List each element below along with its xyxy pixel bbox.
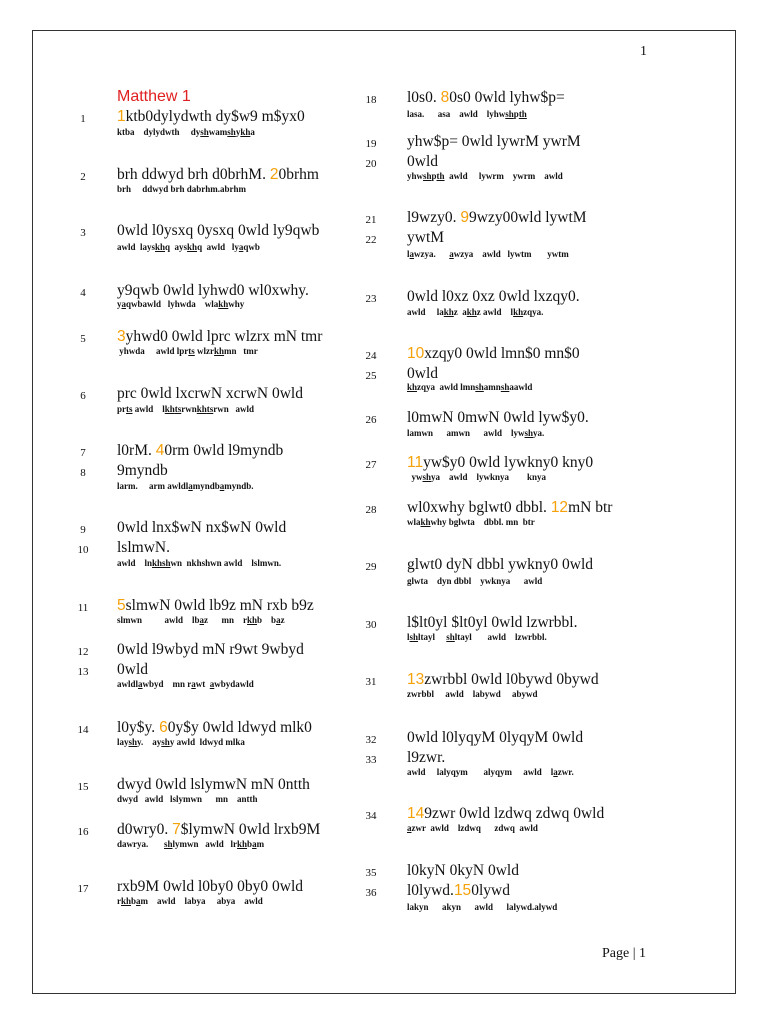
verse-line-text [117, 661, 148, 679]
verse-text-segment: l0rM. [117, 442, 156, 459]
verse-line-text [407, 409, 589, 427]
transliteration-segment: wbydawld [214, 679, 254, 689]
transliteration-segment: sh [164, 839, 173, 849]
transliteration-line [117, 184, 246, 194]
line-number: 34 [365, 810, 377, 822]
verse-line-text [117, 385, 303, 403]
transliteration-segment: zqya awld lmn [417, 382, 476, 392]
header-page-number: 1 [640, 44, 647, 59]
transliteration-segment: a [250, 127, 255, 137]
transliteration-segment: awld lywrm ywrm awld [444, 171, 563, 181]
verse-text-segment: l9zwr. [407, 749, 446, 766]
transliteration-segment: sh [409, 632, 419, 642]
transliteration-segment: myndb. [224, 481, 254, 491]
transliteration-segment: kh [513, 307, 524, 317]
transliteration-line [407, 428, 544, 438]
verse-line-text [407, 882, 510, 900]
verse-text-segment: slmwN 0wld lb9z mN rxb b9z [125, 597, 314, 614]
verse-text-segment: ktb0dylydwth dy$w9 m$yx0 [125, 108, 305, 125]
transliteration-line [407, 902, 557, 912]
chapter-title: Matthew 1 [117, 88, 191, 105]
line-number: 17 [77, 883, 89, 895]
transliteration-segment: kh [240, 127, 251, 137]
transliteration-segment: wn nkhshwn awld lslmwn. [170, 558, 282, 568]
transliteration-segment: th [518, 109, 527, 119]
transliteration-segment: wla [407, 517, 421, 527]
transliteration-segment: larm. arm awldl [117, 481, 189, 491]
line-number: 14 [77, 724, 89, 736]
verse-line-text [407, 133, 581, 151]
transliteration-segment: yhw [407, 171, 424, 181]
transliteration-segment: q awld ly [197, 242, 239, 252]
verse-line-text [117, 282, 309, 300]
transliteration-segment: why bglwta dbbl. mn btr [430, 517, 535, 527]
verse-line-text [407, 345, 580, 363]
transliteration-segment: brh ddwyd brh dabrhm.abrhm [117, 184, 247, 194]
transliteration-line [407, 472, 546, 482]
line-number: 35 [365, 867, 377, 879]
transliteration-segment: dwyd awld lslymwn mn antth [117, 794, 258, 804]
transliteration-segment: qwbawld lyhwda wla [126, 299, 219, 309]
transliteration-segment: a [136, 896, 141, 906]
transliteration-segment: wt [195, 679, 210, 689]
transliteration-line [117, 737, 245, 747]
verse-text-segment: l0mwN 0mwN 0wld lyw$y0. [407, 409, 589, 426]
transliteration-segment: a [276, 615, 281, 625]
line-number: 1 [80, 113, 86, 125]
verse-text-segment: 0wld l0ysxq 0ysxq 0wld ly9qwb [117, 222, 320, 239]
transliteration-segment: awldl [117, 679, 139, 689]
line-number: 13 [77, 666, 89, 678]
transliteration-segment: kh [237, 839, 248, 849]
verse-line-text [407, 862, 519, 880]
transliteration-segment: dawrya. [117, 839, 164, 849]
verse-line-text [407, 89, 565, 107]
transliteration-segment: ts [188, 346, 195, 356]
transliteration-line [117, 615, 285, 625]
verse-text-segment: 0wld l9wbyd mN r9wt 9wbyd [117, 641, 304, 658]
transliteration-segment: a [188, 481, 193, 491]
transliteration-segment: kh [443, 307, 454, 317]
transliteration-segment: ts [206, 404, 214, 414]
transliteration-segment: kh [407, 382, 418, 392]
verse-text-segment: dwyd 0wld lslymwN mN 0ntth [117, 776, 310, 793]
verse-line-text [117, 597, 314, 615]
transliteration-line [407, 689, 538, 699]
line-number: 12 [77, 646, 89, 658]
transliteration-line [117, 242, 260, 252]
verse-number: 11 [407, 454, 424, 471]
transliteration-segment: awld l [132, 404, 165, 414]
verse-line-text [117, 776, 310, 794]
transliteration-segment: l [407, 632, 410, 642]
transliteration-segment: sh [446, 632, 455, 642]
verse-line-text [407, 365, 438, 383]
transliteration-segment: th [436, 171, 445, 181]
verse-number: 9 [460, 209, 470, 226]
line-number: 22 [365, 234, 377, 246]
transliteration-segment: y [235, 127, 241, 137]
transliteration-line [407, 576, 542, 586]
line-number: 29 [365, 561, 377, 573]
verse-text-segment: 0wld lnx$wN nx$wN 0wld [117, 519, 287, 536]
transliteration-segment: a [138, 679, 143, 689]
verse-number: 3 [117, 328, 126, 345]
verse-text-segment: xzqy0 0wld lmn$0 mn$0 [424, 345, 580, 362]
verse-line-text [407, 454, 593, 472]
transliteration-segment: lakyn akyn awld lalywd.alywd [407, 902, 558, 912]
transliteration-segment: a [191, 679, 196, 689]
verse-text-segment: glwt0 dyN dbbl ywkny0 0wld [407, 556, 593, 573]
verse-text-segment: lslmwN. [117, 539, 170, 556]
verse-line-text [407, 729, 583, 747]
verse-line-text [407, 153, 438, 171]
transliteration-segment: awld lalyqym alyqym awld l [407, 767, 554, 777]
transliteration-line [117, 481, 254, 491]
transliteration-segment: r [117, 896, 121, 906]
footer-page-label: Page | 1 [602, 946, 647, 961]
transliteration-segment: l [407, 249, 410, 259]
verse-line-text [117, 166, 319, 184]
transliteration-segment: slmwn awld lb [117, 615, 200, 625]
transliteration-segment: kh [152, 558, 163, 568]
transliteration-segment: sh [505, 109, 514, 119]
transliteration-line [117, 127, 255, 137]
verse-line-text [407, 749, 445, 767]
transliteration-segment: wzya awld lywtm ywtm [453, 249, 569, 259]
transliteration-segment: lasa. asa awld lyhw [407, 109, 506, 119]
verse-text-segment: 9myndb [117, 462, 168, 479]
transliteration-segment: ltayl [418, 632, 447, 642]
verse-number: 7 [172, 821, 181, 838]
line-number: 32 [365, 734, 377, 746]
transliteration-segment: awld lays [117, 242, 156, 252]
verse-text-segment: $lymwN 0wld lrxb9M [180, 821, 321, 838]
transliteration-segment: wbyd mn r [142, 679, 192, 689]
transliteration-segment: ltayl awld lzwrbbl. [454, 632, 547, 642]
line-number: 9 [80, 524, 86, 536]
transliteration-line [117, 839, 264, 849]
transliteration-segment: b [131, 896, 137, 906]
transliteration-segment: sh [423, 171, 432, 181]
verse-line-text [117, 719, 312, 737]
transliteration-segment: a [409, 249, 415, 259]
transliteration-line [407, 109, 527, 119]
transliteration-segment: lay [117, 737, 129, 747]
transliteration-segment: mn tmr [224, 346, 258, 356]
line-number: 15 [77, 781, 89, 793]
verse-text-segment: 0rm 0wld l9myndb [164, 442, 284, 459]
verse-text-segment: 0wld [407, 365, 438, 382]
transliteration-segment: ya. [533, 428, 545, 438]
line-number: 26 [365, 414, 377, 426]
verse-text-segment: ywtM [407, 229, 445, 246]
line-number: 5 [80, 333, 86, 345]
transliteration-segment: sh [500, 382, 510, 392]
transliteration-line [117, 346, 258, 356]
transliteration-segment: ts [174, 404, 182, 414]
verse-line-text [117, 539, 170, 557]
verse-number: 2 [269, 166, 279, 183]
verse-line-text [117, 328, 322, 346]
verse-text-segment: 0wld [407, 153, 438, 170]
verse-line-text [117, 442, 283, 460]
transliteration-segment: b [247, 839, 253, 849]
verse-number: 14 [407, 805, 425, 822]
transliteration-line [117, 299, 244, 309]
verse-line-text [407, 229, 444, 247]
transliteration-segment: zqya. [523, 307, 544, 317]
line-number: 31 [365, 676, 377, 688]
verse-line-text [117, 222, 319, 240]
line-number: 36 [365, 887, 377, 899]
transliteration-segment: sh [162, 558, 171, 568]
transliteration-segment: kh [155, 242, 166, 252]
verse-line-text [117, 821, 320, 839]
line-number: 21 [365, 214, 377, 226]
line-number: 33 [365, 754, 377, 766]
transliteration-segment: yhwda awld lpr [117, 346, 189, 356]
line-number: 8 [80, 467, 86, 479]
verse-line-text [407, 209, 587, 227]
transliteration-segment: wlzr [194, 346, 215, 356]
transliteration-line [407, 307, 543, 317]
transliteration-segment: p [431, 171, 437, 181]
line-number: 23 [365, 293, 377, 305]
transliteration-segment: aawld [509, 382, 533, 392]
line-number: 10 [77, 544, 89, 556]
transliteration-segment: kh [218, 299, 229, 309]
verse-text-segment: 0wld l0xz 0xz 0wld lxzqy0. [407, 288, 580, 305]
transliteration-segment: a [121, 299, 126, 309]
verse-number: 10 [407, 345, 425, 362]
transliteration-segment: a [238, 242, 244, 252]
verse-line-text [407, 614, 578, 632]
transliteration-segment: wam [208, 127, 228, 137]
verse-text-segment: 0wld l0lyqyM 0lyqyM 0wld [407, 729, 584, 746]
transliteration-segment: a [407, 823, 412, 833]
verse-text-segment: yw$y0 0wld lywkny0 kny0 [423, 454, 594, 471]
verse-text-segment: l$lt0yl $lt0yl 0wld lzwrbbl. [407, 614, 578, 631]
verse-text-segment: l9wzy0. [407, 209, 461, 226]
transliteration-segment: awld ln [117, 558, 153, 568]
transliteration-segment: z awld l [476, 307, 514, 317]
verse-line-text [407, 288, 580, 306]
transliteration-segment: glwta dyn dbbl ywknya awld [407, 576, 543, 586]
verse-text-segment: l0y$y. [117, 719, 160, 736]
line-number: 30 [365, 619, 377, 631]
transliteration-segment: rwn awld [213, 404, 255, 414]
line-number: 28 [365, 504, 377, 516]
verse-line-text [407, 499, 612, 517]
verse-text-segment: 0brhm [278, 166, 319, 183]
transliteration-segment: y [117, 299, 122, 309]
transliteration-segment: kh [214, 346, 225, 356]
transliteration-segment: a [209, 679, 215, 689]
line-number: 3 [80, 227, 86, 239]
line-number: 27 [365, 459, 377, 471]
transliteration-segment: z mn r [204, 615, 248, 625]
transliteration-segment: sh [422, 472, 432, 482]
verse-number: 6 [159, 719, 168, 736]
verse-text-segment: l0s0. [407, 89, 441, 106]
transliteration-line [117, 679, 254, 689]
transliteration-segment: kh [247, 615, 258, 625]
verse-line-text [117, 108, 305, 126]
line-number: 19 [365, 138, 377, 150]
transliteration-segment: a [553, 767, 558, 777]
verse-text-segment: wl0xwhy bglwt0 dbbl. [407, 499, 551, 516]
verse-text-segment: 0s0 0wld lyhw$p= [449, 89, 565, 106]
transliteration-segment: zwrbbl awld labywd abywd [407, 689, 538, 699]
transliteration-line [407, 517, 535, 527]
verse-text-segment: zwrbbl 0wld l0bywd 0bywd [424, 671, 599, 688]
transliteration-line [117, 558, 281, 568]
verse-text-segment: prc 0wld lxcrwN xcrwN 0wld [117, 385, 303, 402]
verse-text-segment: 0lywd [471, 882, 510, 899]
verse-number: 12 [550, 499, 569, 516]
line-number: 18 [365, 94, 377, 106]
verse-line-text [117, 641, 304, 659]
verse-text-segment: 0y$y 0wld ldwyd mlk0 [167, 719, 312, 736]
verse-line-text [407, 556, 593, 574]
transliteration-segment: z [280, 615, 285, 625]
transliteration-segment: sh [161, 737, 170, 747]
verse-text-segment: 9wzy00wld lywtM [469, 209, 587, 226]
transliteration-segment: kh [420, 517, 431, 527]
verse-text-segment: yhw$p= 0wld lywrM ywrM [407, 133, 581, 150]
transliteration-line [407, 249, 569, 259]
verse-text-segment: rxb9M 0wld l0by0 0by0 0wld [117, 878, 303, 895]
transliteration-segment: a [449, 249, 454, 259]
transliteration-segment: y. ay [137, 737, 162, 747]
transliteration-segment: kh [187, 242, 198, 252]
transliteration-line [407, 171, 563, 181]
verse-number: 4 [155, 442, 165, 459]
verse-text-segment: l0lywd. [407, 882, 454, 899]
verse-text-segment: brh ddwyd brh d0brhM. [117, 166, 270, 183]
verse-line-text [407, 805, 604, 823]
transliteration-segment: kh [121, 896, 132, 906]
transliteration-segment: a [199, 615, 205, 625]
line-number: 16 [77, 826, 89, 838]
transliteration-segment: y awld ldwyd mlka [169, 737, 245, 747]
transliteration-segment: lymwn awld lr [172, 839, 238, 849]
transliteration-segment: m [256, 839, 265, 849]
transliteration-segment: yw [407, 472, 423, 482]
line-number: 4 [80, 287, 86, 299]
transliteration-line [407, 382, 532, 392]
transliteration-segment: kh [196, 404, 207, 414]
transliteration-segment: p [513, 109, 519, 119]
transliteration-line [407, 767, 574, 777]
verse-number: 5 [117, 597, 126, 614]
transliteration-segment: ya awld lywknya knya [431, 472, 547, 482]
verse-text-segment: d0wry0. [117, 821, 173, 838]
transliteration-segment: myndb [192, 481, 220, 491]
transliteration-line [407, 823, 538, 833]
transliteration-segment: awld la [407, 307, 444, 317]
transliteration-segment: sh [524, 428, 534, 438]
transliteration-segment: b b [257, 615, 277, 625]
transliteration-segment: why [228, 299, 245, 309]
transliteration-segment: q ays [165, 242, 188, 252]
transliteration-segment: a [252, 839, 257, 849]
transliteration-segment: zwr. [557, 767, 574, 777]
transliteration-segment: sh [128, 737, 138, 747]
transliteration-segment: sh [475, 382, 484, 392]
verse-text-segment: mN btr [568, 499, 613, 516]
verse-text-segment: l0kyN 0kyN 0wld [407, 862, 519, 879]
transliteration-line [407, 632, 547, 642]
transliteration-segment: pr [117, 404, 126, 414]
verse-number: 13 [407, 671, 425, 688]
transliteration-segment: rwn [181, 404, 197, 414]
verse-number: 15 [453, 882, 472, 899]
verse-number: 8 [440, 89, 450, 106]
transliteration-segment: z a [453, 307, 467, 317]
transliteration-segment: zwr awld lzdwq zdwq awld [411, 823, 538, 833]
transliteration-line [117, 896, 263, 906]
transliteration-line [117, 404, 254, 414]
verse-text-segment: y9qwb 0wld lyhwd0 wl0xwhy. [117, 282, 309, 299]
transliteration-segment: ktba dylydwth dy [117, 127, 201, 137]
verse-line-text [117, 462, 168, 480]
line-number: 25 [365, 370, 377, 382]
line-number: 7 [80, 447, 86, 459]
line-number: 11 [77, 602, 89, 614]
transliteration-segment: ts [126, 404, 133, 414]
verse-text-segment: 9zwr 0wld lzdwq zdwq 0wld [424, 805, 605, 822]
line-number: 24 [365, 350, 377, 362]
transliteration-segment: sh [227, 127, 236, 137]
line-number: 6 [80, 390, 86, 402]
transliteration-segment: sh [200, 127, 209, 137]
verse-number: 1 [117, 108, 126, 125]
transliteration-segment: qwb [243, 242, 260, 252]
transliteration-segment: kh [466, 307, 477, 317]
transliteration-segment: lamwn amwn awld lyw [407, 428, 525, 438]
verse-line-text [117, 519, 286, 537]
verse-line-text [407, 671, 599, 689]
transliteration-segment: m awld labya abya awld [140, 896, 263, 906]
transliteration-segment: wzya. [414, 249, 450, 259]
verse-line-text [117, 878, 303, 896]
verse-text-segment: yhwd0 0wld lprc wlzrx mN tmr [125, 328, 323, 345]
verse-text-segment: 0wld [117, 661, 148, 678]
line-number: 2 [80, 171, 86, 183]
transliteration-segment: amn [483, 382, 501, 392]
line-number: 20 [365, 158, 377, 170]
transliteration-line [117, 794, 258, 804]
transliteration-segment: kh [164, 404, 175, 414]
transliteration-segment: a [219, 481, 225, 491]
